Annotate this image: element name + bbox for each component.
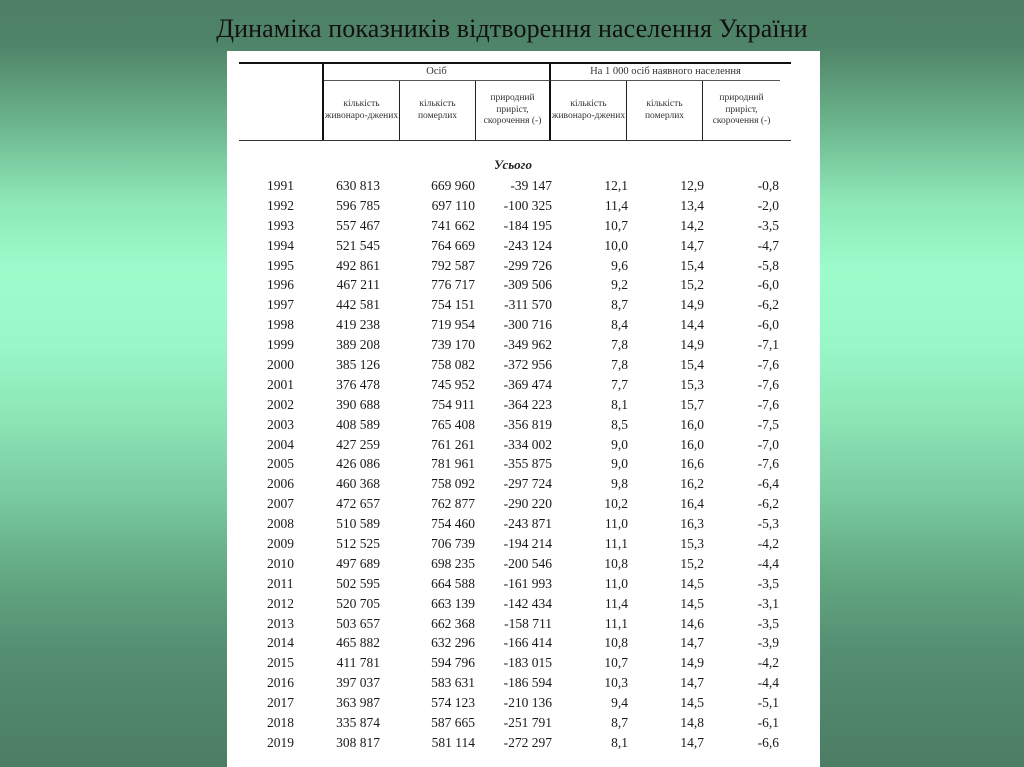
cell-deaths: 719 954 xyxy=(431,317,475,333)
cell-deaths: 745 952 xyxy=(431,376,475,392)
cell-rate-births: 8,4 xyxy=(611,317,628,333)
cell-natural-change: -356 819 xyxy=(503,416,552,432)
cell-rate-natural-change: -6,0 xyxy=(757,277,779,293)
cell-births: 390 688 xyxy=(336,396,380,412)
cell-rate-births: 9,2 xyxy=(611,277,628,293)
cell-rate-natural-change: -6,2 xyxy=(757,496,779,512)
cell-year: 2004 xyxy=(267,436,294,452)
cell-rate-natural-change: -4,2 xyxy=(757,655,779,671)
cell-rate-births: 10,0 xyxy=(604,237,628,253)
table-row xyxy=(227,217,820,237)
cell-rate-births: 11,0 xyxy=(604,516,628,532)
cell-year: 2015 xyxy=(267,655,294,671)
cell-rate-natural-change: -6,1 xyxy=(757,715,779,731)
cell-rate-deaths: 16,3 xyxy=(680,516,704,532)
cell-natural-change: -243 124 xyxy=(503,237,552,253)
cell-rate-deaths: 15,4 xyxy=(680,257,704,273)
cell-births: 389 208 xyxy=(336,337,380,353)
cell-births: 465 882 xyxy=(336,635,380,651)
cell-births: 411 781 xyxy=(336,655,380,671)
cell-year: 1999 xyxy=(267,337,294,353)
table-header xyxy=(239,62,791,141)
header-group-rate: На 1 000 осіб наявного населення xyxy=(551,64,780,81)
cell-year: 2009 xyxy=(267,536,294,552)
cell-rate-deaths: 14,6 xyxy=(680,615,704,631)
cell-deaths: 632 296 xyxy=(431,635,475,651)
cell-natural-change: -272 297 xyxy=(503,734,552,750)
table-row xyxy=(227,416,820,436)
table-row xyxy=(227,634,820,654)
cell-births: 467 211 xyxy=(336,277,380,293)
table-row xyxy=(227,615,820,635)
cell-rate-births: 10,2 xyxy=(604,496,628,512)
cell-births: 335 874 xyxy=(336,715,380,731)
cell-year: 2006 xyxy=(267,476,294,492)
cell-year: 2010 xyxy=(267,555,294,571)
table-row xyxy=(227,276,820,296)
cell-rate-births: 7,7 xyxy=(611,376,628,392)
cell-natural-change: -364 223 xyxy=(503,396,552,412)
table-row xyxy=(227,177,820,197)
cell-rate-natural-change: -5,3 xyxy=(757,516,779,532)
table-row xyxy=(227,436,820,456)
cell-deaths: 781 961 xyxy=(431,456,475,472)
cell-rate-deaths: 12,9 xyxy=(680,178,704,193)
cell-deaths: 792 587 xyxy=(431,257,475,273)
cell-deaths: 594 796 xyxy=(431,655,475,671)
table-row xyxy=(227,595,820,615)
cell-natural-change: -299 726 xyxy=(503,257,552,273)
cell-births: 385 126 xyxy=(336,357,380,373)
cell-rate-deaths: 15,2 xyxy=(680,555,704,571)
cell-natural-change: -166 414 xyxy=(503,635,552,651)
cell-rate-deaths: 16,4 xyxy=(680,496,704,512)
cell-rate-births: 10,8 xyxy=(604,635,628,651)
cell-year: 2018 xyxy=(267,715,294,731)
cell-rate-natural-change: -4,4 xyxy=(757,555,779,571)
header-rate-natural: природний приріст, скорочення (-) xyxy=(712,93,771,127)
cell-births: 521 545 xyxy=(336,237,380,253)
table-row xyxy=(227,296,820,316)
cell-deaths: 754 911 xyxy=(431,396,475,412)
header-rate-births: кількість живонаро-джених xyxy=(551,81,627,140)
cell-year: 2013 xyxy=(267,615,294,631)
cell-deaths: 754 460 xyxy=(431,516,475,532)
cell-deaths: 764 669 xyxy=(431,237,475,253)
cell-rate-deaths: 14,7 xyxy=(680,237,704,253)
cell-deaths: 761 261 xyxy=(431,436,475,452)
cell-rate-births: 12,1 xyxy=(604,178,628,193)
cell-rate-births: 8,7 xyxy=(611,715,628,731)
cell-rate-natural-change: -7,6 xyxy=(757,396,779,412)
cell-births: 408 589 xyxy=(336,416,380,432)
cell-rate-births: 8,7 xyxy=(611,297,628,313)
cell-natural-change: -290 220 xyxy=(503,496,552,512)
cell-rate-deaths: 16,0 xyxy=(680,416,704,432)
cell-deaths: 583 631 xyxy=(431,675,475,691)
cell-births: 520 705 xyxy=(336,595,380,611)
cell-natural-change: -161 993 xyxy=(503,575,552,591)
cell-births: 426 086 xyxy=(336,456,380,472)
header-births: кількість живонаро-джених xyxy=(324,81,400,140)
cell-rate-deaths: 14,9 xyxy=(680,655,704,671)
table-row xyxy=(227,257,820,277)
cell-rate-natural-change: -7,6 xyxy=(757,357,779,373)
cell-year: 2019 xyxy=(267,734,294,750)
cell-rate-births: 7,8 xyxy=(611,337,628,353)
cell-deaths: 587 665 xyxy=(431,715,475,731)
table-row xyxy=(227,535,820,555)
cell-rate-natural-change: -3,9 xyxy=(757,635,779,651)
cell-rate-natural-change: -7,5 xyxy=(757,416,779,432)
cell-natural-change: -158 711 xyxy=(504,615,552,631)
cell-natural-change: -210 136 xyxy=(503,695,552,711)
cell-rate-deaths: 16,0 xyxy=(680,436,704,452)
cell-births: 363 987 xyxy=(336,695,380,711)
cell-year: 2000 xyxy=(267,357,294,373)
cell-year: 1993 xyxy=(267,217,294,233)
cell-rate-deaths: 16,6 xyxy=(680,456,704,472)
cell-rate-natural-change: -7,0 xyxy=(757,436,779,452)
cell-births: 308 817 xyxy=(336,734,380,750)
cell-rate-births: 8,1 xyxy=(611,396,628,412)
cell-rate-deaths: 14,7 xyxy=(680,635,704,651)
cell-year: 1998 xyxy=(267,317,294,333)
cell-rate-natural-change: -7,1 xyxy=(757,337,779,353)
cell-deaths: 754 151 xyxy=(431,297,475,313)
cell-year: 2017 xyxy=(267,695,294,711)
cell-rate-births: 11,1 xyxy=(604,536,628,552)
cell-deaths: 662 368 xyxy=(431,615,475,631)
cell-deaths: 758 082 xyxy=(431,357,475,373)
cell-year: 2014 xyxy=(267,635,294,651)
cell-rate-natural-change: -5,8 xyxy=(757,257,779,273)
cell-rate-natural-change: -4,4 xyxy=(757,675,779,691)
cell-rate-births: 7,8 xyxy=(611,357,628,373)
cell-rate-deaths: 15,3 xyxy=(680,536,704,552)
cell-rate-natural-change: -7,6 xyxy=(757,456,779,472)
table-row xyxy=(227,396,820,416)
cell-deaths: 697 110 xyxy=(431,197,475,213)
cell-rate-deaths: 14,5 xyxy=(680,575,704,591)
header-rate-deaths: кількість померлих xyxy=(627,81,703,140)
cell-natural-change: -243 871 xyxy=(503,516,552,532)
cell-year: 2016 xyxy=(267,675,294,691)
cell-rate-deaths: 14,9 xyxy=(680,297,704,313)
cell-rate-deaths: 15,4 xyxy=(680,357,704,373)
cell-births: 503 657 xyxy=(336,615,380,631)
cell-natural-change: -194 214 xyxy=(503,536,552,552)
cell-year: 2012 xyxy=(267,595,294,611)
cell-deaths: 741 662 xyxy=(431,217,475,233)
cell-rate-deaths: 14,8 xyxy=(680,715,704,731)
cell-rate-births: 9,4 xyxy=(611,695,628,711)
table-row xyxy=(227,455,820,475)
cell-year: 1992 xyxy=(267,197,294,213)
cell-year: 2008 xyxy=(267,516,294,532)
cell-births: 427 259 xyxy=(336,436,380,452)
cell-rate-deaths: 14,7 xyxy=(680,734,704,750)
cell-year: 1991 xyxy=(267,178,294,193)
cell-births: 512 525 xyxy=(336,536,380,552)
cell-natural-change: -369 474 xyxy=(503,376,552,392)
cell-deaths: 758 092 xyxy=(431,476,475,492)
cell-rate-natural-change: -4,7 xyxy=(757,237,779,253)
table-row xyxy=(227,694,820,714)
cell-deaths: 669 960 xyxy=(431,178,475,193)
table-panel xyxy=(227,51,820,767)
cell-births: 557 467 xyxy=(336,217,380,233)
cell-births: 630 813 xyxy=(336,178,380,193)
cell-natural-change: -334 002 xyxy=(503,436,552,452)
cell-natural-change: -355 875 xyxy=(503,456,552,472)
cell-natural-change: -309 506 xyxy=(503,277,552,293)
cell-deaths: 663 139 xyxy=(431,595,475,611)
header-deaths: кількість померлих xyxy=(400,81,476,140)
cell-natural-change: -300 716 xyxy=(503,317,552,333)
cell-rate-deaths: 15,3 xyxy=(680,376,704,392)
table-row xyxy=(227,197,820,217)
header-group-absolute: Осіб xyxy=(324,64,551,81)
cell-deaths: 765 408 xyxy=(431,416,475,432)
header-natural: природний приріст, скорочення (-) xyxy=(476,81,551,140)
cell-deaths: 581 114 xyxy=(431,734,475,750)
cell-rate-natural-change: -3,5 xyxy=(757,575,779,591)
cell-rate-deaths: 15,2 xyxy=(680,277,704,293)
cell-rate-births: 8,1 xyxy=(611,734,628,750)
cell-rate-births: 8,5 xyxy=(611,416,628,432)
cell-natural-change: -186 594 xyxy=(503,675,552,691)
cell-rate-natural-change: -3,5 xyxy=(757,217,779,233)
cell-births: 460 368 xyxy=(336,476,380,492)
slide-title: Динаміка показників відтворення населення України xyxy=(216,14,808,43)
cell-rate-deaths: 16,2 xyxy=(680,476,704,492)
table-row xyxy=(227,575,820,595)
cell-rate-natural-change: -6,6 xyxy=(757,734,779,750)
cell-rate-births: 9,0 xyxy=(611,456,628,472)
cell-rate-births: 11,1 xyxy=(604,615,628,631)
cell-rate-deaths: 15,7 xyxy=(680,396,704,412)
cell-rate-natural-change: -6,0 xyxy=(757,317,779,333)
cell-rate-natural-change: -0,8 xyxy=(757,178,779,193)
cell-deaths: 706 739 xyxy=(431,536,475,552)
table-row xyxy=(227,515,820,535)
cell-natural-change: -183 015 xyxy=(503,655,552,671)
cell-year: 2005 xyxy=(267,456,294,472)
cell-natural-change: -372 956 xyxy=(503,357,552,373)
cell-births: 472 657 xyxy=(336,496,380,512)
cell-year: 1994 xyxy=(267,237,294,253)
cell-rate-natural-change: -5,1 xyxy=(757,695,779,711)
section-label-total: Усього xyxy=(494,157,532,172)
cell-natural-change: -39 147 xyxy=(510,178,552,193)
cell-births: 397 037 xyxy=(336,675,380,691)
table-row xyxy=(227,356,820,376)
cell-rate-deaths: 13,4 xyxy=(680,197,704,213)
cell-natural-change: -251 791 xyxy=(503,715,552,731)
cell-births: 596 785 xyxy=(336,197,380,213)
table-row xyxy=(227,495,820,515)
cell-year: 1995 xyxy=(267,257,294,273)
cell-rate-births: 11,4 xyxy=(604,197,628,213)
cell-rate-deaths: 14,7 xyxy=(680,675,704,691)
cell-births: 492 861 xyxy=(336,257,380,273)
table-row xyxy=(227,674,820,694)
cell-rate-natural-change: -6,2 xyxy=(757,297,779,313)
cell-natural-change: -311 570 xyxy=(504,297,552,313)
cell-births: 419 238 xyxy=(336,317,380,333)
cell-year: 1997 xyxy=(267,297,294,313)
table-row xyxy=(227,654,820,674)
table-row xyxy=(227,376,820,396)
cell-rate-births: 10,7 xyxy=(604,217,628,233)
cell-rate-natural-change: -3,5 xyxy=(757,615,779,631)
cell-rate-births: 9,0 xyxy=(611,436,628,452)
cell-births: 502 595 xyxy=(336,575,380,591)
table-row xyxy=(227,555,820,575)
cell-rate-births: 9,6 xyxy=(611,257,628,273)
table-row xyxy=(227,316,820,336)
cell-natural-change: -184 195 xyxy=(503,217,552,233)
cell-rate-births: 10,7 xyxy=(604,655,628,671)
table-row xyxy=(227,237,820,257)
cell-rate-births: 10,3 xyxy=(604,675,628,691)
cell-year: 2007 xyxy=(267,496,294,512)
cell-deaths: 762 877 xyxy=(431,496,475,512)
cell-rate-deaths: 14,4 xyxy=(680,317,704,333)
cell-rate-births: 11,0 xyxy=(604,575,628,591)
cell-rate-deaths: 14,5 xyxy=(680,595,704,611)
cell-rate-natural-change: -3,1 xyxy=(757,595,779,611)
cell-rate-deaths: 14,5 xyxy=(680,695,704,711)
cell-births: 497 689 xyxy=(336,555,380,571)
cell-natural-change: -100 325 xyxy=(503,197,552,213)
cell-natural-change: -200 546 xyxy=(503,555,552,571)
cell-year: 1996 xyxy=(267,277,294,293)
cell-deaths: 739 170 xyxy=(431,337,475,353)
cell-rate-natural-change: -7,6 xyxy=(757,376,779,392)
header-corner-cell xyxy=(239,64,324,140)
cell-rate-natural-change: -2,0 xyxy=(757,197,779,213)
table-row xyxy=(227,734,820,754)
cell-natural-change: -142 434 xyxy=(503,595,552,611)
cell-rate-births: 10,8 xyxy=(604,555,628,571)
cell-natural-change: -349 962 xyxy=(503,337,552,353)
cell-births: 510 589 xyxy=(336,516,380,532)
table-row xyxy=(227,714,820,734)
cell-year: 2011 xyxy=(267,575,294,591)
table-row xyxy=(227,336,820,356)
cell-rate-births: 11,4 xyxy=(604,595,628,611)
table-row xyxy=(227,475,820,495)
cell-deaths: 698 235 xyxy=(431,555,475,571)
table-body xyxy=(227,177,820,754)
cell-deaths: 574 123 xyxy=(431,695,475,711)
cell-rate-natural-change: -4,2 xyxy=(757,536,779,552)
cell-deaths: 776 717 xyxy=(431,277,475,293)
cell-deaths: 664 588 xyxy=(431,575,475,591)
cell-rate-deaths: 14,2 xyxy=(680,217,704,233)
cell-year: 2003 xyxy=(267,416,294,432)
cell-year: 2002 xyxy=(267,396,294,412)
cell-births: 442 581 xyxy=(336,297,380,313)
cell-rate-natural-change: -6,4 xyxy=(757,476,779,492)
cell-rate-births: 9,8 xyxy=(611,476,628,492)
cell-natural-change: -297 724 xyxy=(503,476,552,492)
cell-births: 376 478 xyxy=(336,376,380,392)
cell-rate-deaths: 14,9 xyxy=(680,337,704,353)
cell-year: 2001 xyxy=(267,376,294,392)
